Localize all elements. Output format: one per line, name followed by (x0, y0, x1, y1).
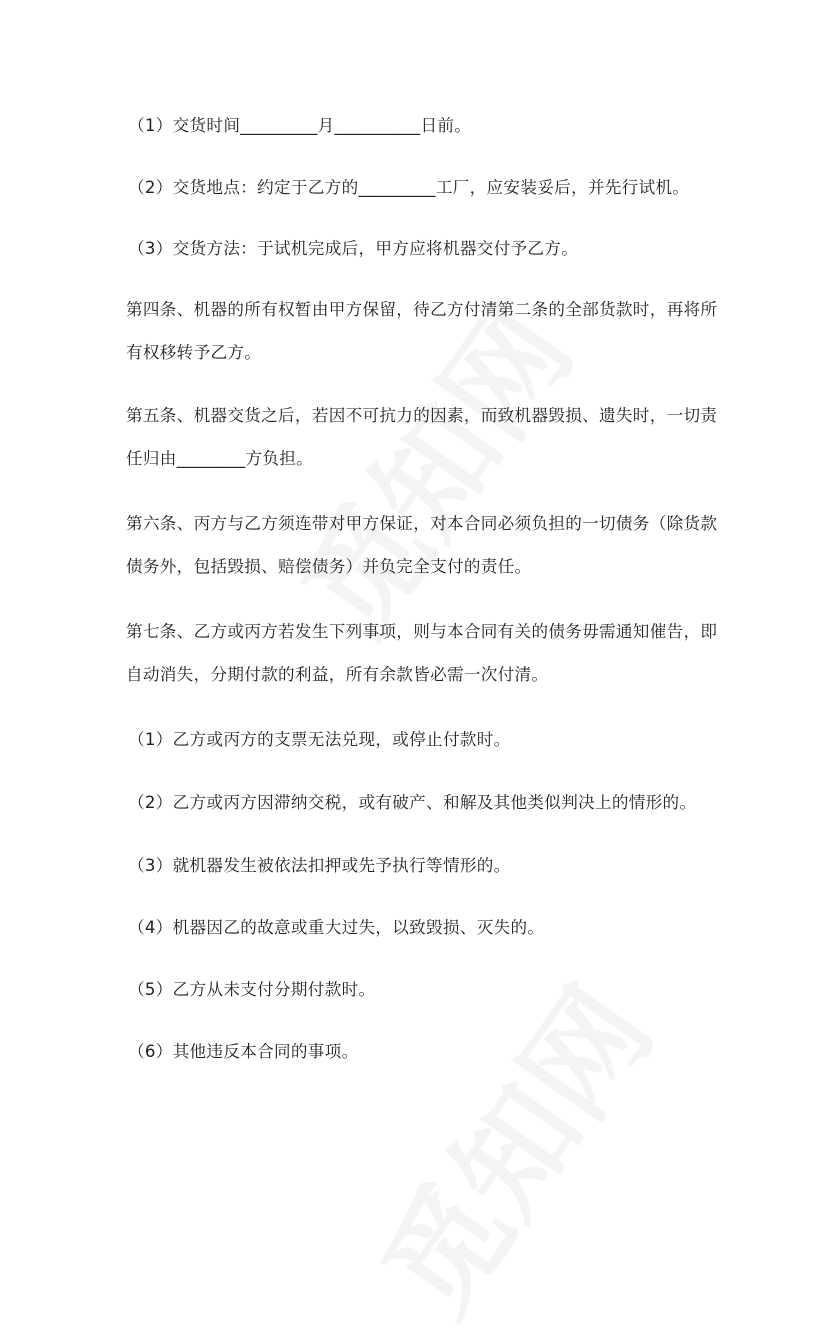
list-item-line: （5）乙方从未支付分期付款时。 (128, 980, 376, 999)
list-item-line: （2）乙方或丙方因滞纳交税，或有破产、和解及其他类似判决上的情形的。 (128, 793, 697, 812)
paragraph-line: 第四条、机器的所有权暂由甲方保留，待乙方付清第二条的全部货款时，再将所 (126, 300, 718, 319)
list-item-line: （6）其他违反本合同的事项。 (128, 1042, 359, 1061)
watermark (336, 949, 683, 1343)
list-item-line: （2）交货地点：约定于乙方的_________工厂，应安装妥后，并先行试机。 (128, 178, 690, 197)
list-item-line: （3）交货方法：于试机完成后，甲方应将机器交付予乙方。 (128, 239, 579, 258)
list-item-line: （3）就机器发生被依法扣押或先予执行等情形的。 (128, 856, 511, 875)
paragraph-line: 有权移转予乙方。 (126, 343, 262, 362)
list-item-line: （1）乙方或丙方的支票无法兑现，或停止付款时。 (128, 730, 511, 749)
paragraph-line: 债务外，包括毁损、赔偿债务）并负完全支付的责任。 (126, 557, 532, 576)
paragraph-line: 任归由________方负担。 (126, 449, 314, 468)
list-item-line: （1）交货时间_________月__________日前。 (128, 116, 472, 135)
paragraph-line: 第六条、丙方与乙方须连带对甲方保证，对本合同必须负担的一切债务（除货款 (126, 514, 718, 533)
paragraph-line: 自动消失，分期付款的利益，所有余款皆必需一次付清。 (126, 665, 549, 684)
paragraph-line: 第五条、机器交货之后，若因不可抗力的因素，而致机器毁损、遗失时，一切责 (126, 406, 718, 425)
list-item-line: （4）机器因乙的故意或重大过失，以致毁损、灭失的。 (128, 918, 545, 937)
paragraph-line: 第七条、乙方或丙方若发生下列事项，则与本合同有关的债务毋需通知催告，即 (126, 622, 718, 641)
